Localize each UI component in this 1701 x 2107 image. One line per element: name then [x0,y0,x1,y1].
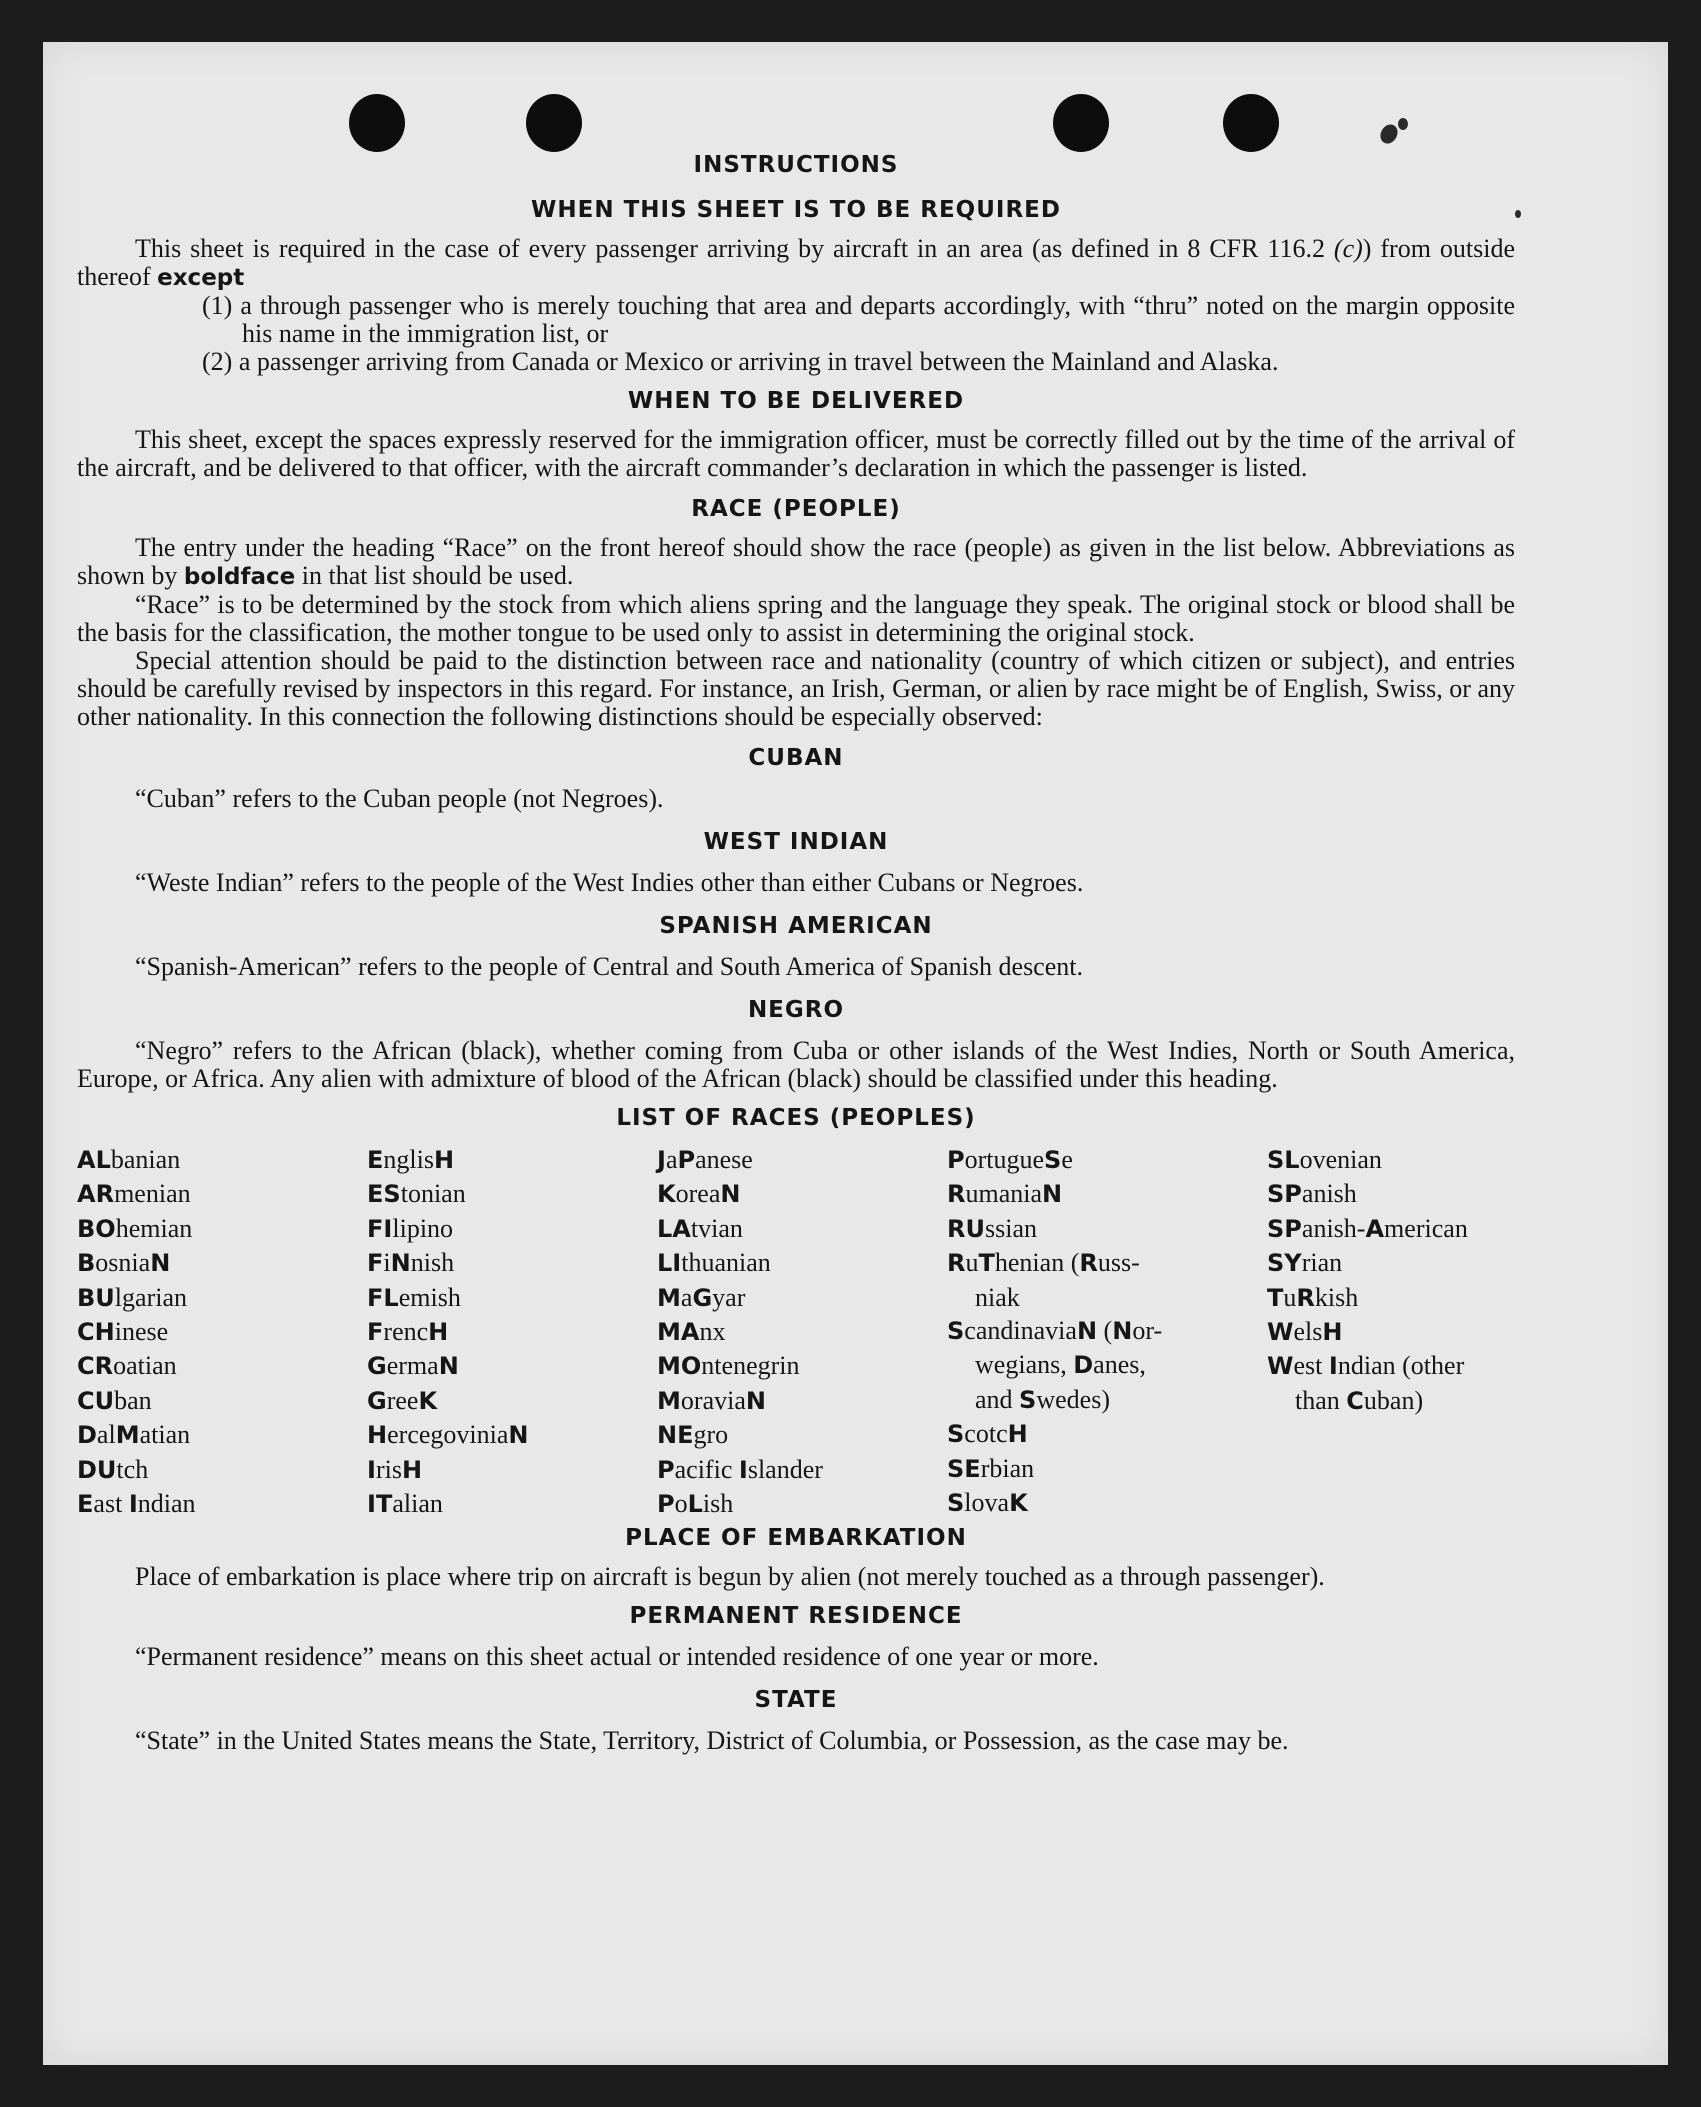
race-entry: RumaniaN [947,1179,1063,1209]
heading-negro: NEGRO [747,997,845,1023]
race-entry: DalMatian [77,1420,191,1450]
race-paragraph-1: The entry under the heading “Race” on the front hereof should show the race (people) as given in the list below. Abbreviations as shown by boldface in that list should be used. [77,533,1515,590]
races-column-4 [947,1143,1267,1521]
instructions-text [77,150,1515,1755]
race-entry: MOntenegrin [657,1351,800,1381]
when-delivered-text: This sheet, except the spaces expressly reserved for the immigration officer, must be correctly filled out by the time of the arrival of the aircraft, and be delivered to that officer, with the aircraft commander’s declaration in which the passenger is listed. [77,425,1515,482]
ink-speck [1515,210,1521,218]
race-entry: BosniaN [77,1248,171,1278]
race-entry: MoraviaN [657,1385,766,1415]
race-entry: PoLish [657,1489,734,1519]
race-entry: HercegoviniaN [367,1420,529,1450]
race-entry: MAnx [657,1317,726,1347]
race-entry: CRoatian [77,1351,177,1381]
ink-speck [1398,118,1408,130]
race-entry: SPanish [1267,1179,1357,1209]
race-entry: FrencH [367,1317,449,1347]
race-entry: JaPanese [657,1145,753,1174]
race-entry: RUssian [947,1213,1038,1243]
race-entry: CHinese [77,1317,169,1347]
race-entry: MaGyar [657,1282,746,1312]
when-required-intro: This sheet is required in the case of every passenger arriving by aircraft in an area (as defined in 8 CFR 116.2 (c)) from outside thereof except [77,234,1516,291]
races-column-1 [77,1143,367,1521]
race-entry: SlovaK [947,1488,1028,1518]
document-sheet [43,42,1668,2065]
cuban-text: “Cuban” refers to the Cuban people (not Negroes). [135,784,664,813]
race-entry: ITalian [367,1489,443,1519]
race-entry: ARmenian [77,1179,191,1209]
race-entry: RuThenian (Russ- niak [947,1248,1140,1312]
heading-residence: PERMANENT RESIDENCE [629,1603,963,1630]
race-entry: SYrian [1267,1248,1343,1278]
spanish-american-text: “Spanish-American” refers to the people of Central and South America of Spanish descent. [135,952,1083,981]
state-text: “State” in the United States means the State, Territory, District of Columbia, or Possession, as the case may be. [135,1726,1289,1756]
heading-west-indian: WEST INDIAN [703,829,889,855]
race-entry: GreeK [367,1385,438,1415]
race-entry: WelsH [1267,1317,1343,1347]
when-required-item-2: (2) a passenger arriving from Canada or Mexico or arriving in travel between the Mainland and Alaska. [202,347,1279,376]
west-indian-text: “Weste Indian” refers to the people of the West Indies other than either Cubans or Negroes. [135,868,1084,897]
punch-hole [1053,94,1109,152]
when-required-item-1: (1) a through passenger who is merely touching that area and departs accordingly, with “thru” noted on the margin opposite his name in the immigration list, or [202,291,1515,348]
races-column-2 [367,1143,657,1521]
race-entry: FLemish [367,1282,461,1312]
race-entry: BOhemian [77,1213,193,1243]
races-list [77,1143,1515,1521]
race-entry: West Indian (other than Cuban) [1267,1351,1465,1415]
race-entry: FiNnish [367,1248,455,1278]
race-entry: DUtch [77,1454,149,1484]
title-instructions: INSTRUCTIONS [693,152,899,178]
race-entry: TuRkish [1267,1282,1359,1312]
residence-text: “Permanent residence” means on this sheet actual or intended residence of one year or more. [135,1642,1099,1672]
race-paragraph-2: “Race” is to be determined by the stock from which aliens spring and the language they speak. The original stock or blood shall be the basis for the classification, the mother tongue to be used only to assist in determining the original stock. [77,590,1515,647]
heading-when-delivered: WHEN TO BE DELIVERED [627,388,965,414]
race-entry: SLovenian [1267,1145,1382,1174]
heading-embarkation: PLACE OF EMBARKATION [625,1525,967,1552]
races-column-3 [657,1143,947,1521]
race-entry: KoreaN [657,1179,741,1209]
race-entry: FIlipino [367,1213,454,1243]
race-paragraph-3: Special attention should be paid to the distinction between race and nationality (country of which citizen or subject), and entries should be carefully revised by inspectors in this regard. For instance, an Irish, German, or alien by race might be of English, Swiss, or any other nationality. In this connection the following distinctions should be especially observed: [77,646,1515,731]
race-entry: LAtvian [657,1213,743,1243]
heading-spanish-american: SPANISH AMERICAN [659,913,933,939]
race-entry: ALbanian [77,1145,181,1174]
races-column-5 [1267,1143,1515,1521]
heading-cuban: CUBAN [748,745,844,771]
embarkation-text: Place of embarkation is place where trip on aircraft is begun by alien (not merely touched as a through passenger). [135,1562,1325,1592]
punch-hole [1223,94,1279,152]
race-entry: GermaN [367,1351,459,1381]
race-entry: Pacific Islander [657,1454,823,1484]
heading-list-of-races: LIST OF RACES (PEOPLES) [616,1105,976,1131]
negro-text: “Negro” refers to the African (black), whether coming from Cuba or other islands of the West Indies, North or South America, Europe, or Africa. Any alien with admixture of blood of the African (black) should be classified under this heading. [77,1036,1515,1093]
race-entry: NEgro [657,1420,729,1450]
race-entry: ScotcH [947,1419,1028,1449]
race-entry: BUlgarian [77,1282,188,1312]
race-entry: SErbian [947,1453,1035,1483]
race-entry: EnglisH [367,1145,455,1174]
heading-when-required: WHEN THIS SHEET IS TO BE REQUIRED [531,197,1061,223]
race-entry: IrisH [367,1454,423,1484]
race-entry: LIthuanian [657,1248,771,1278]
race-entry: CUban [77,1385,152,1415]
punch-hole [349,94,405,152]
race-entry: EStonian [367,1179,466,1209]
heading-state: STATE [754,1687,838,1714]
race-entry: East Indian [77,1489,196,1519]
punch-hole [526,94,582,152]
race-entry: PortugueSe [947,1145,1073,1174]
race-entry: SPanish-American [1267,1213,1468,1243]
race-entry: ScandinaviaN (Nor- wegians, Danes, and Swedes) [947,1316,1163,1414]
heading-race: RACE (PEOPLE) [691,496,901,522]
